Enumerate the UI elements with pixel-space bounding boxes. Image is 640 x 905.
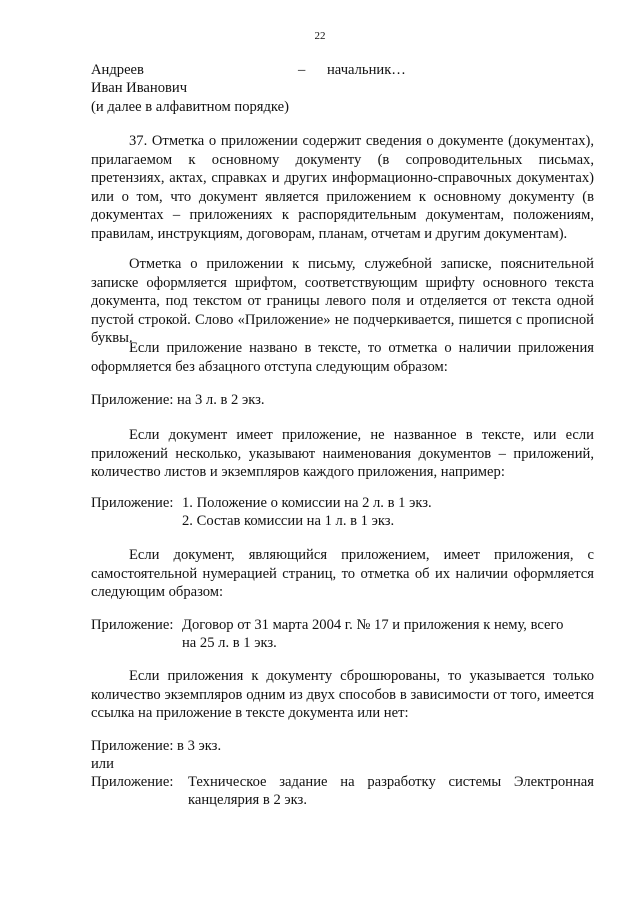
example-contract-line-2: на 25 л. в 1 экз. [182, 635, 277, 651]
example-list-label: Приложение: [91, 495, 174, 511]
paragraph-format: Отметка о приложении к письму, служебной записке, пояснительной записке оформляется шрифтом, соответствующим шрифту основного текста документа, под текстом от границы левого поля и отделяется от текста одной пустой строкой. Слово «Приложение» не подчеркивается, пишется с прописной буквы. [91, 256, 594, 347]
signatory-surname: Андреев [91, 62, 144, 78]
paragraph-unnamed: Если документ имеет приложение, не названное в тексте, или если приложений несколько, указывают наименования документов – приложений, количество листов и экземпляров каждого приложения, например: [91, 427, 594, 481]
example-list-item-2: 2. Состав комиссии на 1 л. в 1 экз. [182, 513, 395, 529]
signatory-name: Иван Иванович [91, 80, 188, 96]
example-contract-line-1: Договор от 31 марта 2004 г. № 17 и приложения к нему, всего [182, 617, 564, 633]
example-spec-label: Приложение: [91, 774, 174, 790]
example-contract-label: Приложение: [91, 617, 174, 633]
paragraph-numbered: Если документ, являющийся приложением, имеет приложения, с самостоятельной нумерацией страниц, то отметка об их наличии оформляется следующим образом: [91, 547, 594, 601]
example-copies: Приложение: в 3 экз. [91, 738, 222, 754]
paragraph-named: Если приложение названо в тексте, то отметка о наличии приложения оформляется без абзацного отступа следующим образом: [91, 340, 594, 375]
signatory-position: начальник… [327, 62, 406, 78]
paragraph-bound: Если приложения к документу сброшюрованы, то указывается только количество экземпляров одним из двух способов в зависимости от того, имеется ссылка на приложение в тексте документа или нет: [91, 668, 594, 722]
paragraph-37: 37. Отметка о приложении содержит сведения о документе (документах), прилагаемом к основному документу (в сопроводительных письмах, претензиях, актах, справках и других информационно-справочных документах) или о том, что документ является приложением к основному документу (в документах – приложениях к распорядительным документам, положениям, правилам, инструкциям, договорам, планам, отчетам и другим документам). [91, 133, 594, 242]
page-number: 22 [314, 30, 326, 42]
example-spec-line-2: канцелярия в 2 экз. [188, 792, 307, 808]
signatory-dash: – [298, 62, 306, 78]
signatory-note: (и далее в алфавитном порядке) [91, 99, 289, 115]
example-or: или [91, 756, 114, 772]
example-named-attachment: Приложение: на 3 л. в 2 экз. [91, 392, 265, 408]
example-spec-line-1: Техническое задание на разработку системы Электронная [188, 774, 594, 790]
example-list-item-1: 1. Положение о комиссии на 2 л. в 1 экз. [182, 495, 432, 511]
